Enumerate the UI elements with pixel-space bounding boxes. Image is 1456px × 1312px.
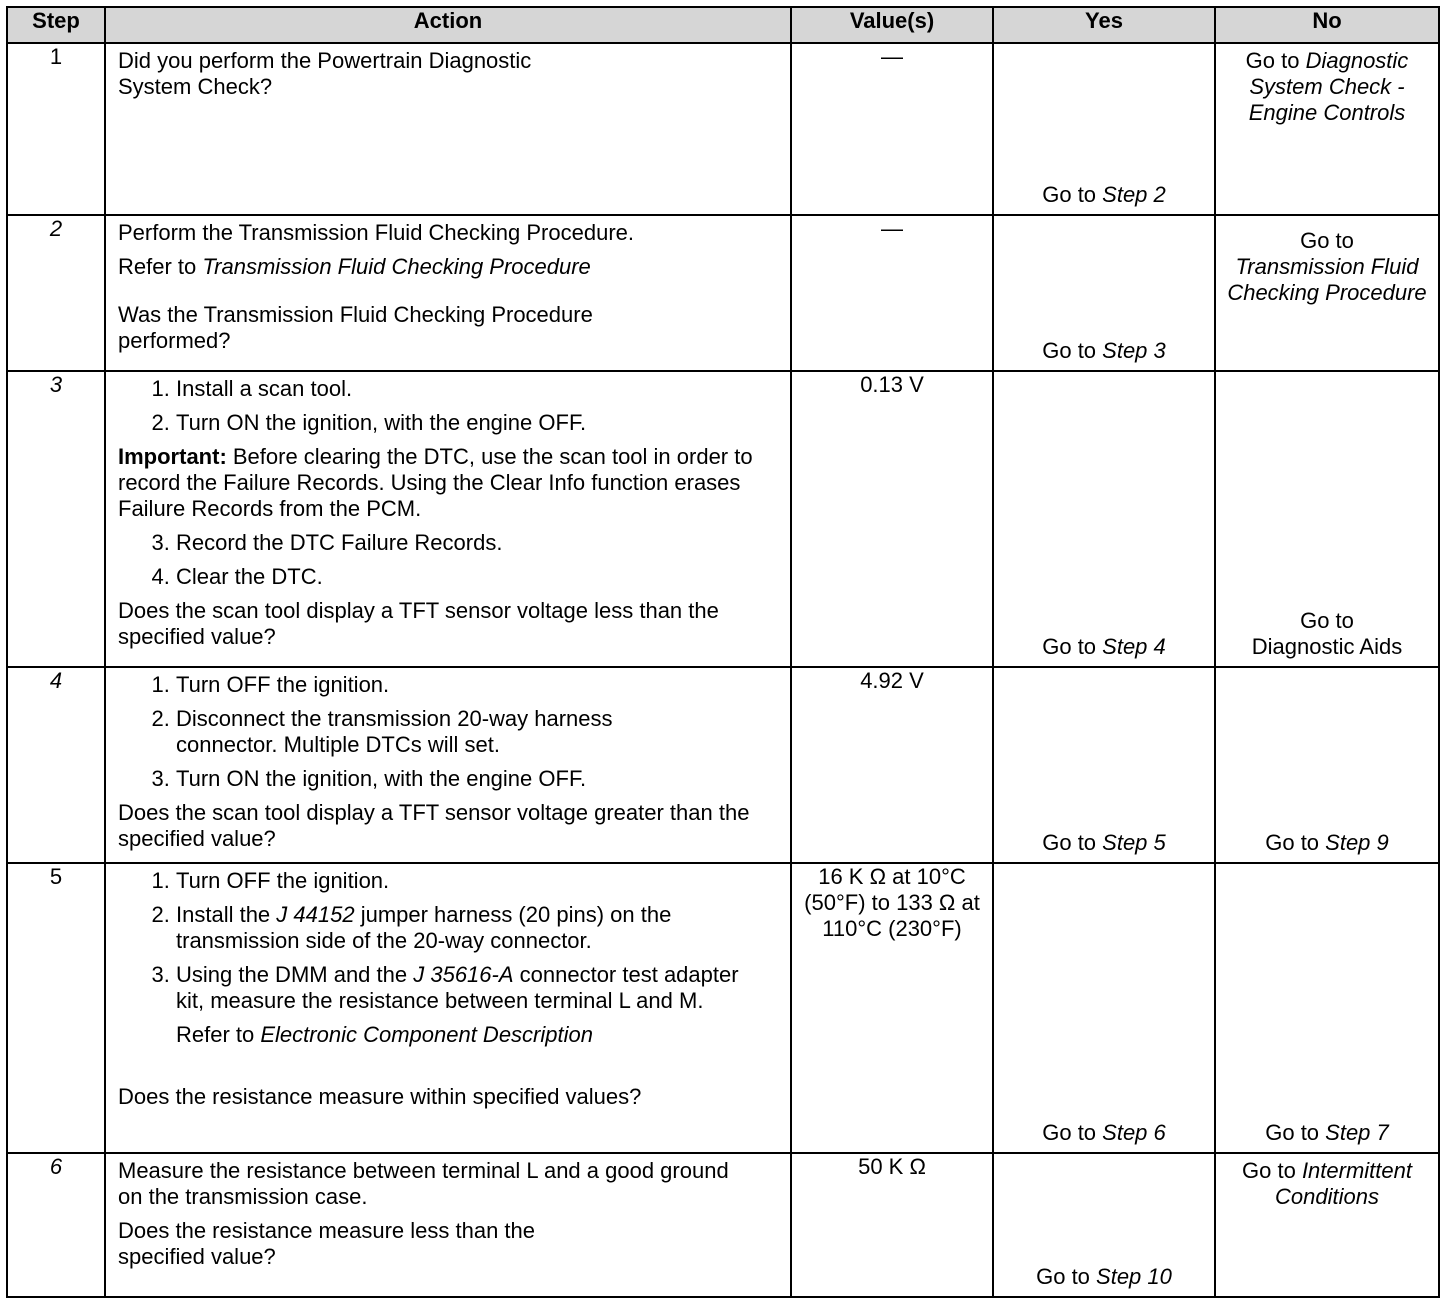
yes-cell: Go to Step 2 bbox=[993, 43, 1215, 215]
list-item: 4. Clear the DTC. bbox=[176, 564, 780, 590]
diagnostic-table bbox=[6, 6, 1440, 1298]
no-cell: Go to Step 9 bbox=[1215, 667, 1439, 863]
yes-step-link[interactable]: Step 3 bbox=[1102, 338, 1166, 363]
no-step-link[interactable]: Diagnostic Aids bbox=[1251, 634, 1403, 659]
value-cell: 16 K Ω at 10°C (50°F) to 133 Ω at 110°C (230°F) bbox=[791, 863, 993, 1153]
header-values: Value(s) bbox=[791, 7, 993, 43]
list-item: 1. Turn OFF the ignition. bbox=[176, 868, 780, 894]
list-item: 1. Install a scan tool. bbox=[176, 376, 780, 402]
header-no: No bbox=[1215, 7, 1439, 43]
yes-cell: Go to Step 5 bbox=[993, 667, 1215, 863]
value-cell: 4.92 V bbox=[791, 667, 993, 863]
step-number: 6 bbox=[7, 1153, 105, 1297]
no-cell: Go to Transmission Fluid Checking Procedure bbox=[1215, 215, 1439, 371]
header-step: Step bbox=[7, 7, 105, 43]
no-step-link[interactable]: Diagnostic System Check - Engine Controls bbox=[1248, 48, 1409, 125]
table-row bbox=[7, 215, 1439, 371]
no-step-link[interactable]: Step 7 bbox=[1325, 1120, 1389, 1145]
tool-ref: J 35616-A bbox=[413, 962, 514, 987]
value-cell: 50 K Ω bbox=[791, 1153, 993, 1297]
action-cell bbox=[105, 43, 791, 215]
yes-step-link[interactable]: Step 10 bbox=[1096, 1264, 1172, 1289]
table-row bbox=[7, 667, 1439, 863]
value-cell: — bbox=[791, 215, 993, 371]
action-text: Measure the resistance between terminal L and a good ground on the transmission case. bbox=[118, 1158, 729, 1209]
step-number: 2 bbox=[7, 215, 105, 371]
list-item: 3. Using the DMM and the J 35616-A connector test adapter kit, measure the resistance between terminal L and M. Refer to Electronic Component Description bbox=[176, 962, 780, 1048]
action-cell bbox=[105, 1153, 791, 1297]
action-question: Did you perform the Powertrain Diagnostic System Check? bbox=[118, 48, 532, 99]
no-cell: Go to Diagnostic System Check - Engine Controls bbox=[1215, 43, 1439, 215]
no-cell: Go to Intermittent Conditions bbox=[1215, 1153, 1439, 1297]
action-question: Does the resistance measure less than the specified value? bbox=[118, 1218, 536, 1269]
yes-step-link[interactable]: Step 6 bbox=[1102, 1120, 1166, 1145]
step-number: 5 bbox=[7, 863, 105, 1153]
action-question: Does the scan tool display a TFT sensor voltage greater than the specified value? bbox=[118, 800, 750, 851]
action-text: Perform the Transmission Fluid Checking Procedure. bbox=[118, 220, 634, 245]
no-cell: Go to Diagnostic Aids bbox=[1215, 371, 1439, 667]
action-question: Does the scan tool display a TFT sensor voltage less than the specified value? bbox=[118, 598, 719, 649]
table-row bbox=[7, 863, 1439, 1153]
reference-link[interactable]: Electronic Component Description bbox=[260, 1022, 593, 1047]
yes-cell: Go to Step 3 bbox=[993, 215, 1215, 371]
no-step-link[interactable]: Step 9 bbox=[1325, 830, 1389, 855]
list-item: 1. Turn OFF the ignition. bbox=[176, 672, 720, 698]
reference-link[interactable]: Transmission Fluid Checking Procedure bbox=[202, 254, 591, 279]
tool-ref: J 44152 bbox=[276, 902, 355, 927]
header-action: Action bbox=[105, 7, 791, 43]
table-row bbox=[7, 371, 1439, 667]
action-question: Was the Transmission Fluid Checking Procedure performed? bbox=[118, 302, 593, 353]
table-row bbox=[7, 43, 1439, 215]
step-number: 3 bbox=[7, 371, 105, 667]
yes-step-link[interactable]: Step 5 bbox=[1102, 830, 1166, 855]
no-step-link[interactable]: Transmission Fluid Checking Procedure bbox=[1227, 254, 1427, 305]
step-number: 1 bbox=[7, 43, 105, 215]
header-yes: Yes bbox=[993, 7, 1215, 43]
value-cell: — bbox=[791, 43, 993, 215]
no-step-link[interactable]: Intermittent Conditions bbox=[1275, 1158, 1412, 1209]
header-row bbox=[7, 7, 1439, 43]
no-cell: Go to Step 7 bbox=[1215, 863, 1439, 1153]
table-row bbox=[7, 1153, 1439, 1297]
step-number: 4 bbox=[7, 667, 105, 863]
action-cell bbox=[105, 863, 791, 1153]
list-item: 3. Record the DTC Failure Records. bbox=[176, 530, 780, 556]
yes-cell: Go to Step 4 bbox=[993, 371, 1215, 667]
list-item: 2. Turn ON the ignition, with the engine OFF. bbox=[176, 410, 780, 436]
list-item: 3. Turn ON the ignition, with the engine OFF. bbox=[176, 766, 720, 792]
yes-cell: Go to Step 6 bbox=[993, 863, 1215, 1153]
yes-step-link[interactable]: Step 2 bbox=[1102, 182, 1166, 207]
yes-step-link[interactable]: Step 4 bbox=[1102, 634, 1166, 659]
list-item: 2. Install the J 44152 jumper harness (20 pins) on the transmission side of the 20-way connector. bbox=[176, 902, 780, 954]
yes-cell: Go to Step 10 bbox=[993, 1153, 1215, 1297]
important-note: Important: Before clearing the DTC, use the scan tool in order to record the Failure Records. Using the Clear Info function erases Failure Records from the PCM. bbox=[118, 444, 753, 521]
action-cell: Perform the Transmission Fluid Checking Procedure. Refer to Transmission Fluid Checking Procedure Was the Transmission Fluid Checking Procedure performed? bbox=[105, 215, 791, 371]
list-item: 2. Disconnect the transmission 20-way harness connector. Multiple DTCs will set. bbox=[176, 706, 720, 758]
value-cell: 0.13 V bbox=[791, 371, 993, 667]
action-cell bbox=[105, 667, 791, 863]
action-question: Does the resistance measure within specified values? bbox=[118, 1084, 642, 1109]
action-cell bbox=[105, 371, 791, 667]
